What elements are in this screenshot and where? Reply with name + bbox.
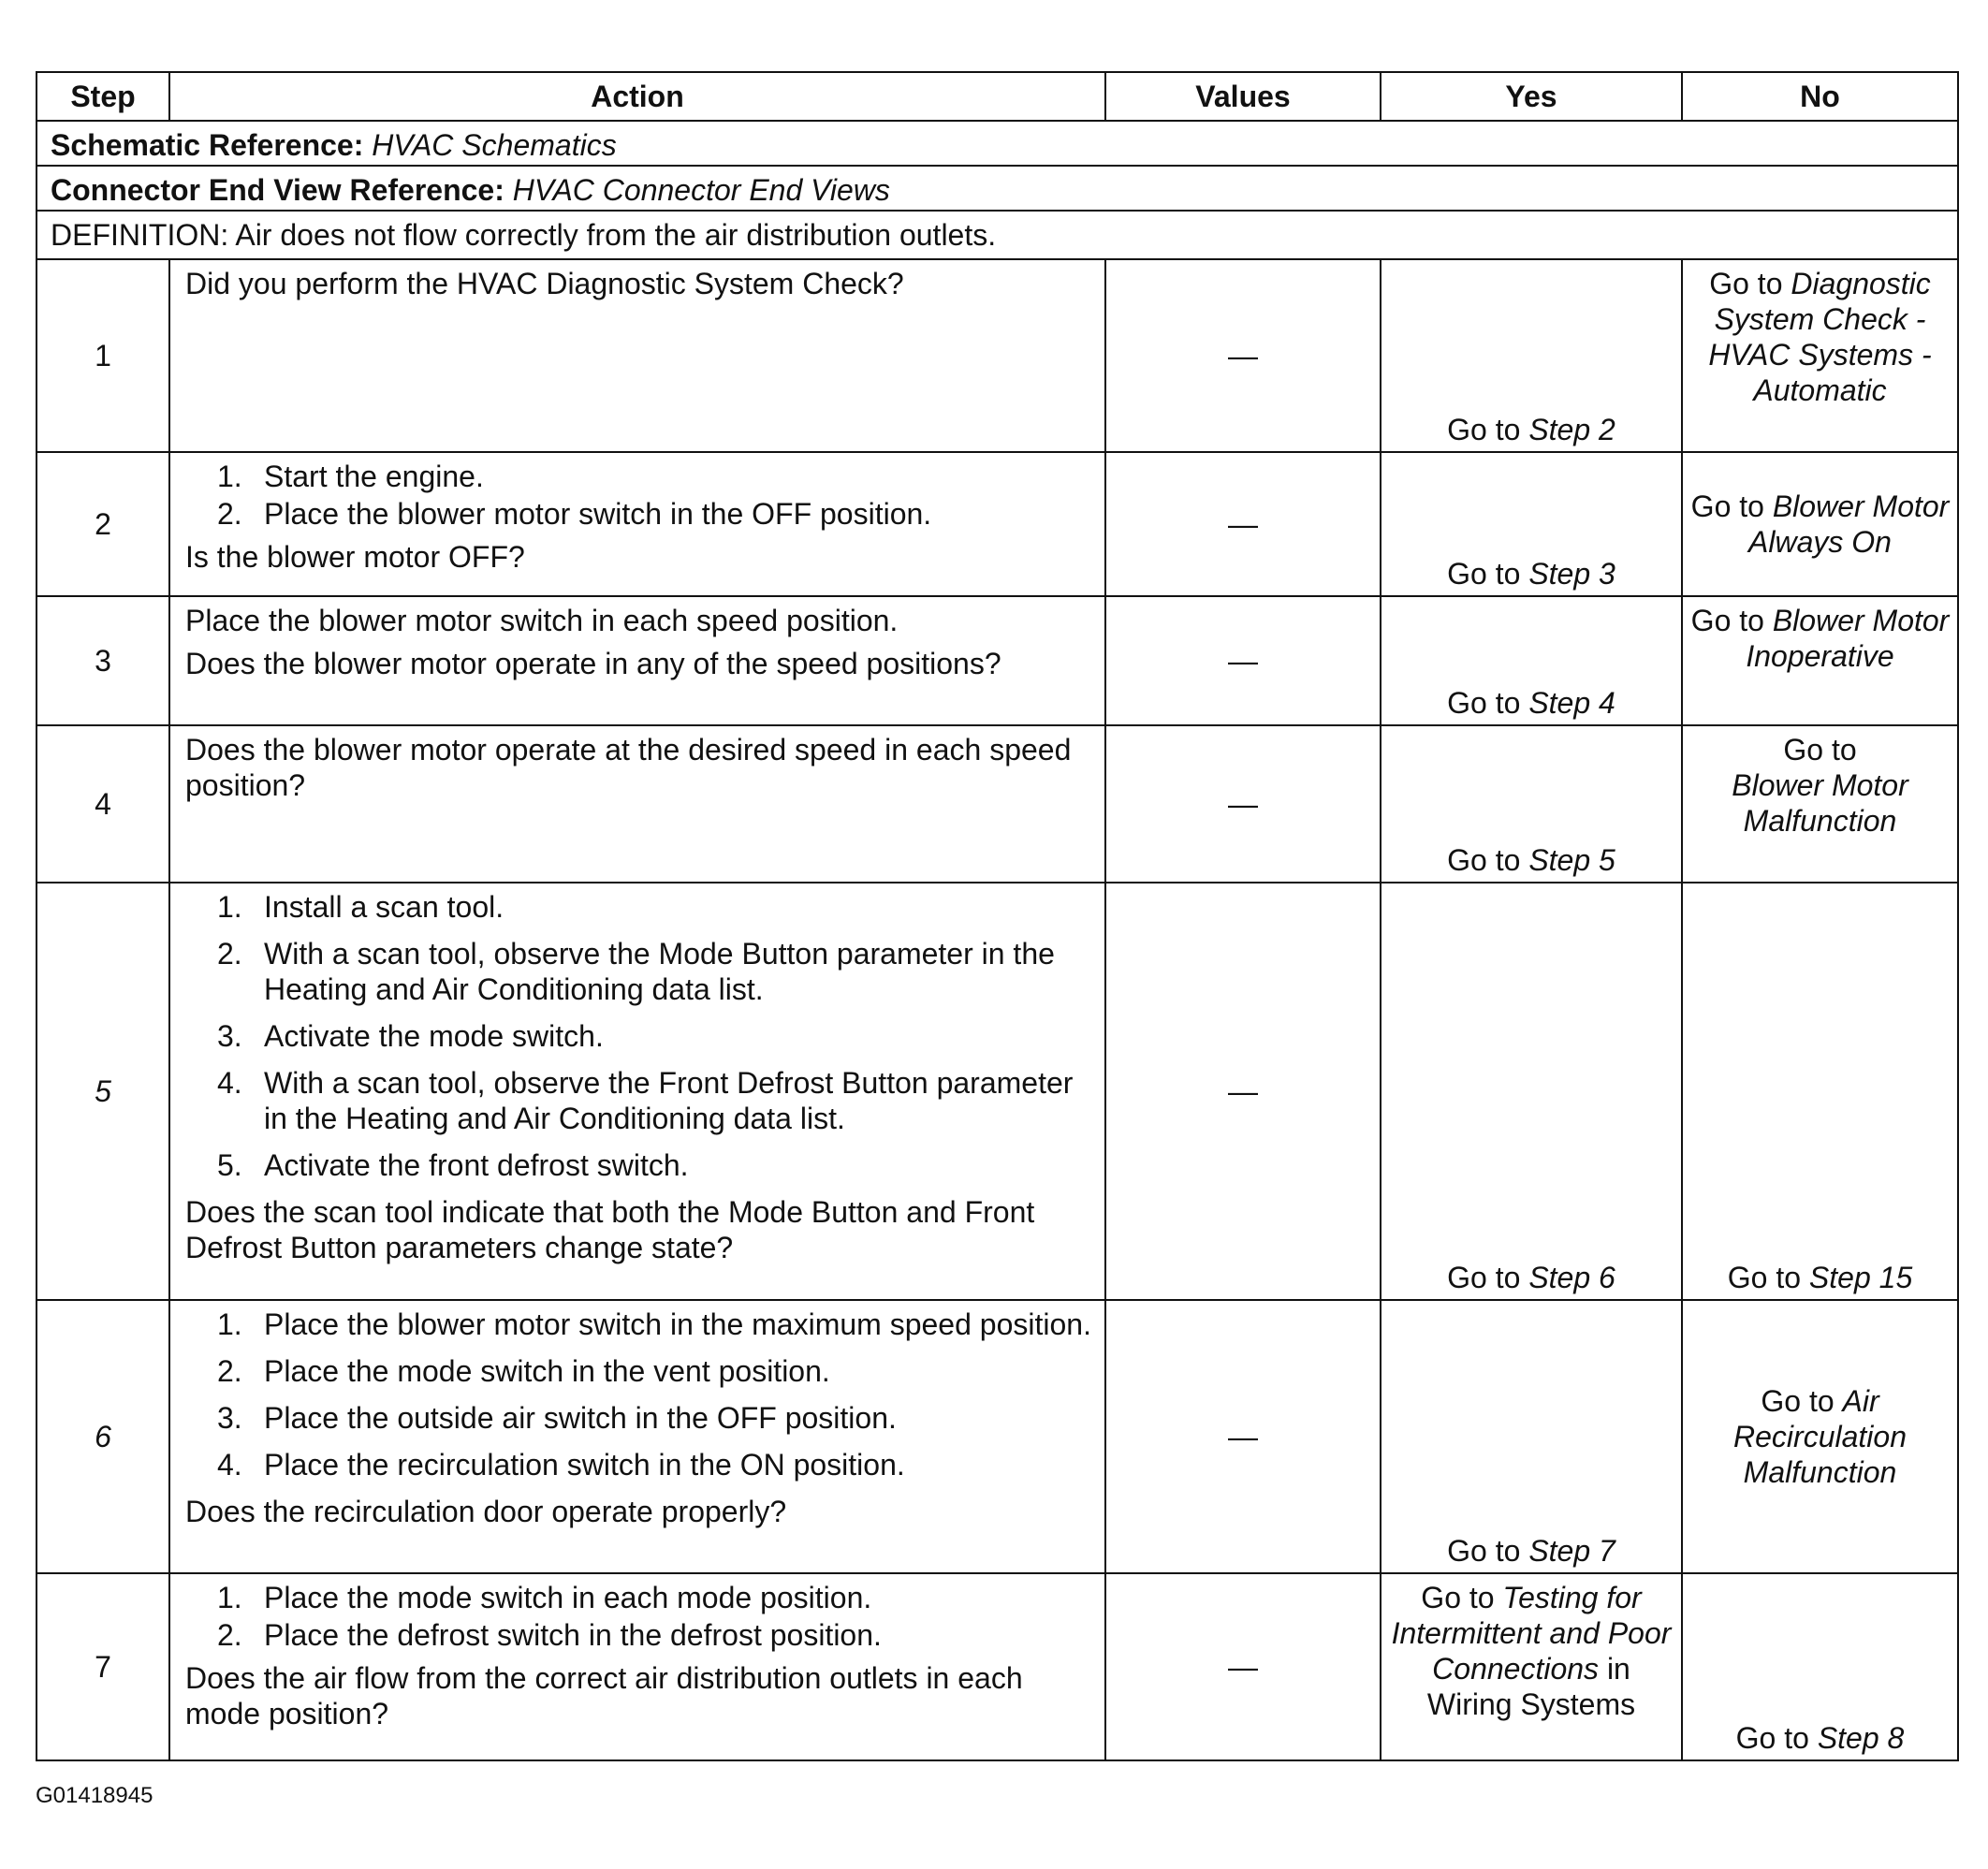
action-question: Does the air flow from the correct air distribution outlets in each mode position? — [185, 1661, 1023, 1730]
step-number: 6 — [37, 1300, 169, 1573]
values-cell: — — [1105, 883, 1381, 1300]
yes-cell — [1381, 259, 1682, 452]
list-item: 4. Place the recirculation switch in the ON position. — [217, 1448, 905, 1482]
step-number: 2 — [37, 452, 169, 596]
no-link[interactable]: Step 8 — [1817, 1721, 1905, 1755]
list-item: 5. Activate the front defrost switch. — [217, 1148, 689, 1182]
no-prefix: Go to — [1735, 1721, 1809, 1755]
connector-reference-label: Connector End View Reference: — [51, 173, 504, 207]
yes-link[interactable]: Step 3 — [1528, 557, 1615, 591]
yes-link[interactable]: Step 7 — [1528, 1534, 1615, 1568]
schematic-reference-row — [37, 121, 1958, 166]
action-question: Does the blower motor operate in any of the speed positions? — [185, 647, 1001, 680]
values-cell: — — [1105, 259, 1381, 452]
table-row — [37, 1573, 1958, 1760]
yes-prefix: Go to — [1447, 557, 1521, 591]
no-prefix: Go to — [1690, 489, 1764, 523]
no-prefix: Go to — [1690, 604, 1764, 637]
action-steps-list — [185, 1580, 1093, 1653]
list-item: 2. Place the mode switch in the vent position. — [217, 1354, 830, 1388]
list-item: 2. Place the blower motor switch in the OFF position. — [217, 497, 932, 531]
yes-link[interactable]: Testing for Intermittent and Poor Connections — [1391, 1581, 1672, 1686]
yes-link[interactable]: Step 6 — [1528, 1261, 1615, 1294]
connector-reference-link[interactable]: HVAC Connector End Views — [512, 173, 890, 207]
header-no: No — [1682, 72, 1958, 121]
action-cell — [169, 596, 1105, 725]
no-prefix: Go to — [1727, 1261, 1802, 1294]
action-question: Does the recirculation door operate properly? — [185, 1495, 787, 1528]
yes-cell — [1381, 452, 1682, 596]
action-text: Does the blower motor operate at the desired speed in each speed position? — [185, 733, 1072, 802]
list-item: 2. With a scan tool, observe the Mode Button parameter in the Heating and Air Conditioning data list. — [217, 937, 1055, 1006]
list-item: 1. Place the blower motor switch in the maximum speed position. — [217, 1307, 1091, 1341]
table-row — [37, 1300, 1958, 1573]
no-cell — [1682, 725, 1958, 883]
schematic-reference-label: Schematic Reference: — [51, 128, 364, 162]
yes-suffix: in Wiring Systems — [1426, 1652, 1636, 1721]
figure-id: G01418945 — [36, 1783, 153, 1808]
list-item: 1. Start the engine. — [217, 460, 484, 493]
header-values: Values — [1105, 72, 1381, 121]
connector-reference — [37, 166, 1958, 211]
yes-prefix: Go to — [1447, 1534, 1521, 1568]
table-row — [37, 596, 1958, 725]
yes-link[interactable]: Step 5 — [1528, 843, 1615, 877]
action-cell — [169, 1573, 1105, 1760]
yes-link[interactable]: Step 4 — [1528, 686, 1615, 720]
header-action: Action — [169, 72, 1105, 121]
definition-row — [37, 211, 1958, 259]
connector-reference-row — [37, 166, 1958, 211]
schematic-reference — [37, 121, 1958, 166]
list-item: 3. Activate the mode switch. — [217, 1019, 604, 1053]
header-step: Step — [37, 72, 169, 121]
yes-cell — [1381, 596, 1682, 725]
action-steps-list — [185, 889, 1093, 1183]
schematic-reference-link[interactable]: HVAC Schematics — [372, 128, 617, 162]
no-link[interactable]: Blower Motor Inoperative — [1746, 604, 1950, 673]
action-text: Did you perform the HVAC Diagnostic System Check? — [185, 267, 904, 300]
no-link[interactable]: Air Recirculation Malfunction — [1733, 1384, 1907, 1489]
no-cell — [1682, 452, 1958, 596]
values-cell: — — [1105, 1300, 1381, 1573]
no-link[interactable]: Blower Motor Malfunction — [1732, 768, 1908, 838]
step-number: 1 — [37, 259, 169, 452]
action-steps-list — [185, 1307, 1093, 1482]
action-cell — [169, 259, 1105, 452]
yes-cell — [1381, 883, 1682, 1300]
action-steps-list — [185, 459, 1093, 532]
header-row — [37, 72, 1958, 121]
no-link[interactable]: Blower Motor Always On — [1748, 489, 1950, 559]
values-cell: — — [1105, 452, 1381, 596]
yes-prefix: Go to — [1447, 686, 1521, 720]
action-question: Does the scan tool indicate that both the Mode Button and Front Defrost Button parameters change state? — [185, 1195, 1035, 1264]
action-question: Is the blower motor OFF? — [185, 540, 525, 574]
no-prefix: Go to — [1783, 733, 1857, 767]
no-cell — [1682, 1573, 1958, 1760]
yes-link[interactable]: Step 2 — [1528, 413, 1615, 446]
list-item: 1. Install a scan tool. — [217, 890, 504, 924]
yes-cell — [1381, 725, 1682, 883]
yes-prefix: Go to — [1447, 1261, 1521, 1294]
action-text: Place the blower motor switch in each speed position. — [185, 604, 899, 637]
no-cell — [1682, 596, 1958, 725]
values-cell: — — [1105, 596, 1381, 725]
yes-prefix: Go to — [1447, 413, 1521, 446]
step-number: 5 — [37, 883, 169, 1300]
no-cell — [1682, 1300, 1958, 1573]
list-item: 3. Place the outside air switch in the OFF position. — [217, 1401, 897, 1435]
table-row — [37, 725, 1958, 883]
no-link[interactable]: Diagnostic System Check - HVAC Systems - Automatic — [1708, 267, 1932, 407]
yes-cell — [1381, 1300, 1682, 1573]
step-number: 4 — [37, 725, 169, 883]
diagnostic-table — [36, 71, 1959, 1761]
values-cell: — — [1105, 725, 1381, 883]
action-cell — [169, 725, 1105, 883]
header-yes: Yes — [1381, 72, 1682, 121]
action-cell — [169, 883, 1105, 1300]
no-prefix: Go to — [1709, 267, 1783, 300]
list-item: 4. With a scan tool, observe the Front Defrost Button parameter in the Heating and Air Conditioning data list. — [217, 1066, 1074, 1135]
list-item: 1. Place the mode switch in each mode position. — [217, 1581, 872, 1614]
definition-text: DEFINITION: Air does not flow correctly from the air distribution outlets. — [37, 211, 1958, 259]
values-cell: — — [1105, 1573, 1381, 1760]
yes-cell — [1381, 1573, 1682, 1760]
step-number: 3 — [37, 596, 169, 725]
table-row — [37, 883, 1958, 1300]
no-link[interactable]: Step 15 — [1808, 1261, 1913, 1294]
table-row — [37, 452, 1958, 596]
no-cell — [1682, 259, 1958, 452]
step-number: 7 — [37, 1573, 169, 1760]
yes-prefix: Go to — [1421, 1581, 1495, 1614]
no-prefix: Go to — [1761, 1384, 1835, 1418]
action-cell — [169, 452, 1105, 596]
yes-prefix: Go to — [1447, 843, 1521, 877]
table-row — [37, 259, 1958, 452]
list-item: 2. Place the defrost switch in the defrost position. — [217, 1618, 882, 1652]
no-cell — [1682, 883, 1958, 1300]
action-cell — [169, 1300, 1105, 1573]
